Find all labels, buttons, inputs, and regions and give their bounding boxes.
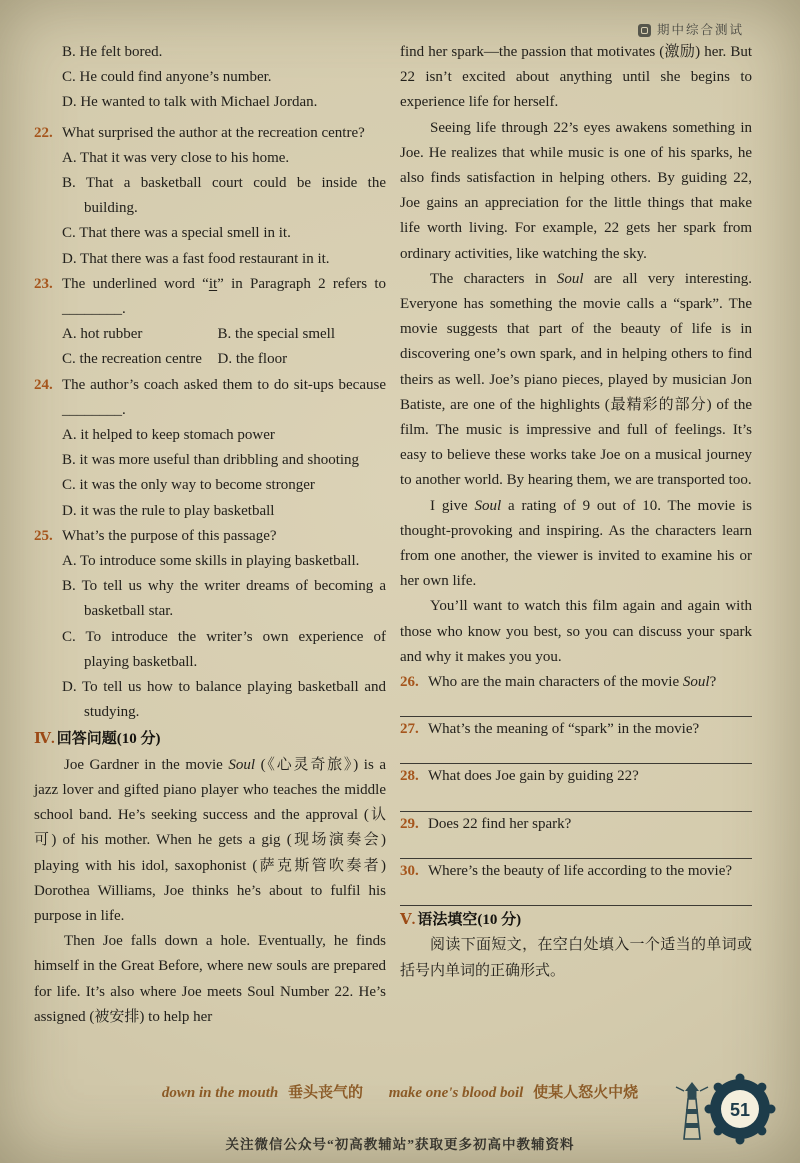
option-c: C. it was the only way to become stronger bbox=[62, 477, 315, 494]
question-27 bbox=[400, 717, 752, 742]
answer-line bbox=[400, 837, 752, 859]
vocab-phrase-en: down in the mouth bbox=[161, 1085, 279, 1101]
option-row bbox=[62, 347, 386, 372]
option-d: D. He wanted to talk with Michael Jordan. bbox=[62, 94, 318, 111]
answer-line bbox=[400, 695, 752, 717]
question-stem: Where’s the beauty of life according to the movie? bbox=[428, 862, 733, 879]
question-number: 28. bbox=[400, 768, 419, 785]
question-number: 29. bbox=[400, 815, 419, 832]
question-number: 24. bbox=[34, 376, 53, 393]
option-c: C. That there was a special smell in it. bbox=[62, 225, 291, 242]
option-b: B. it was more useful than dribbling and shooting bbox=[62, 452, 360, 469]
lighthouse-icon bbox=[676, 1082, 708, 1139]
option-b: B. the special smell bbox=[217, 326, 335, 343]
option-d: D. it was the rule to play basketball bbox=[62, 502, 275, 519]
question-number: 27. bbox=[400, 721, 419, 738]
question-number: 30. bbox=[400, 862, 419, 879]
option-b: B. He felt bored. bbox=[62, 44, 163, 60]
option-d: D. That there was a fast food restaurant in it. bbox=[62, 250, 330, 267]
wechat-note: 关注微信公众号“初高教辅站”获取更多初高中教辅资料 bbox=[225, 1137, 575, 1152]
question-23 bbox=[34, 272, 386, 373]
question-28 bbox=[400, 764, 752, 789]
passage-paragraph-2: Seeing life through 22’s eyes awakens something in Joe. He realizes that while music is one of his sparks, he also finds satisfaction in helping others. By guiding 22, Joe gains an appreciation for the little things that make life worth living. For example, 22 gets her spark from ordinary activities, like watching the sky. bbox=[400, 119, 752, 262]
passage-paragraph-4: I give Soul a rating of 9 out of 10. The movie is thought-provoking and inspiring. As the characters learn from one another, the viewer is invited to examine his or her own life. bbox=[400, 497, 752, 590]
question-stem: Does 22 find her spark? bbox=[428, 815, 572, 832]
passage-paragraph-3: The characters in Soul are all very interesting. Everyone has something the movie calls a “spark”. The movie suggests that part of the beauty of life is in discovering one’s own spark, and in helping others to find theirs as well. Joe’s piano pieces, played by musician Jon Batiste, are one of the highlights (最精彩的部分) of the film. The music is impressive and full of feelings. It’s easy to believe these works take Joe on a musical journey to another world. By hearing them, we are transported too. bbox=[400, 270, 752, 489]
left-column bbox=[34, 40, 386, 1030]
right-column bbox=[400, 40, 752, 1030]
vocab-phrase-en: make one's blood boil bbox=[388, 1085, 524, 1101]
content-columns bbox=[34, 40, 752, 1030]
option-d: D. the floor bbox=[217, 351, 288, 368]
header-badge-icon bbox=[638, 24, 651, 37]
question-stem: What surprised the author at the recreation centre? bbox=[62, 124, 365, 141]
question-number: 22. bbox=[34, 124, 53, 141]
badge-graphic bbox=[664, 1063, 782, 1147]
option-c: C. To introduce the writer’s own experience of playing basketball. bbox=[62, 628, 386, 670]
question-body bbox=[62, 272, 386, 373]
option-row bbox=[62, 322, 386, 347]
page-number: 51 bbox=[729, 1100, 751, 1120]
option-a: A. That it was very close to his home. bbox=[62, 149, 290, 166]
section-heading-4 bbox=[34, 727, 386, 752]
option-a: A. hot rubber bbox=[62, 326, 143, 343]
section-numeral: Ⅳ. bbox=[34, 731, 55, 748]
question-21-remaining-options bbox=[62, 40, 386, 116]
wheel-icon bbox=[705, 1074, 776, 1145]
answer-line bbox=[400, 884, 752, 906]
option-c: C. the recreation centre bbox=[62, 351, 202, 368]
page-number-badge bbox=[664, 1063, 782, 1147]
answer-line bbox=[400, 790, 752, 812]
question-29 bbox=[400, 812, 752, 837]
question-stem: The underlined word “it” in Paragraph 2 refers to ________. bbox=[62, 275, 387, 318]
section-title: 语法填空(10 分) bbox=[417, 912, 522, 929]
header-title: 期中综合测试 bbox=[656, 23, 744, 37]
question-24 bbox=[34, 373, 386, 524]
option-c: C. He could find anyone’s number. bbox=[62, 69, 272, 86]
question-stem: Who are the main characters of the movie Soul? bbox=[428, 674, 717, 691]
question-number: 23. bbox=[34, 275, 53, 292]
passage-paragraph-2: Then Joe falls down a hole. Eventually, he finds himself in the Great Before, where new souls are prepared for life. It’s also where Joe meets Soul Number 22. He’s assigned (被安排) to help her bbox=[34, 933, 386, 1025]
question-stem: What’s the purpose of this passage? bbox=[62, 527, 277, 544]
option-b: B. To tell us why the writer dreams of becoming a basketball star. bbox=[62, 578, 386, 620]
question-stem: The author’s coach asked them to do sit-ups because ________. bbox=[62, 376, 386, 418]
answer-line bbox=[400, 742, 752, 764]
option-a: A. it helped to keep stomach power bbox=[62, 427, 275, 444]
question-body bbox=[62, 524, 386, 726]
question-number: 26. bbox=[400, 674, 419, 691]
question-body bbox=[62, 121, 386, 272]
passage-paragraph-1: Joe Gardner in the movie Soul (《心灵奇旅》) is a jazz lover and gifted piano player who teaches the middle school band. He’s seeking success and the approval (认可) of his mother. When he gets a gig (现场演奏会) playing with his idol, saxophonist (萨克斯管吹奏者) Dorothea Williams, Joe thinks he’s about to fulfil his purpose in life. bbox=[34, 756, 386, 924]
vocab-phrase-zh: 垂头丧气的 bbox=[287, 1085, 363, 1101]
question-stem: What does Joe gain by guiding 22? bbox=[428, 768, 639, 785]
question-25 bbox=[34, 524, 386, 726]
question-number: 25. bbox=[34, 527, 53, 544]
grammar-instruction: 阅读下面短文，在空白处填入一个适当的单词或括号内单词的正确形式。 bbox=[400, 937, 752, 979]
option-d: D. To tell us how to balance playing basketball and studying. bbox=[62, 679, 386, 721]
vocab-phrase-zh: 使某人怒火中烧 bbox=[533, 1085, 639, 1101]
section-heading-5 bbox=[400, 908, 752, 933]
question-26 bbox=[400, 670, 752, 695]
question-body bbox=[62, 373, 386, 524]
passage-paragraph-1-continued: find her spark—the passion that motivates (激励) her. But 22 isn’t excited about anything until she begins to experience life for herself. bbox=[400, 44, 752, 111]
passage-paragraph-5: You’ll want to watch this film again and again with those who know you best, so you can discuss your spark and why it makes you you. bbox=[400, 598, 752, 665]
question-stem: What’s the meaning of “spark” in the movie? bbox=[428, 721, 700, 738]
option-b: B. That a basketball court could be inside the building. bbox=[62, 175, 386, 217]
question-30 bbox=[400, 859, 752, 884]
option-a: A. To introduce some skills in playing basketball. bbox=[62, 553, 360, 570]
section-title: 回答问题(10 分) bbox=[56, 731, 161, 748]
section-numeral: Ⅴ. bbox=[400, 912, 416, 929]
question-22 bbox=[34, 121, 386, 272]
